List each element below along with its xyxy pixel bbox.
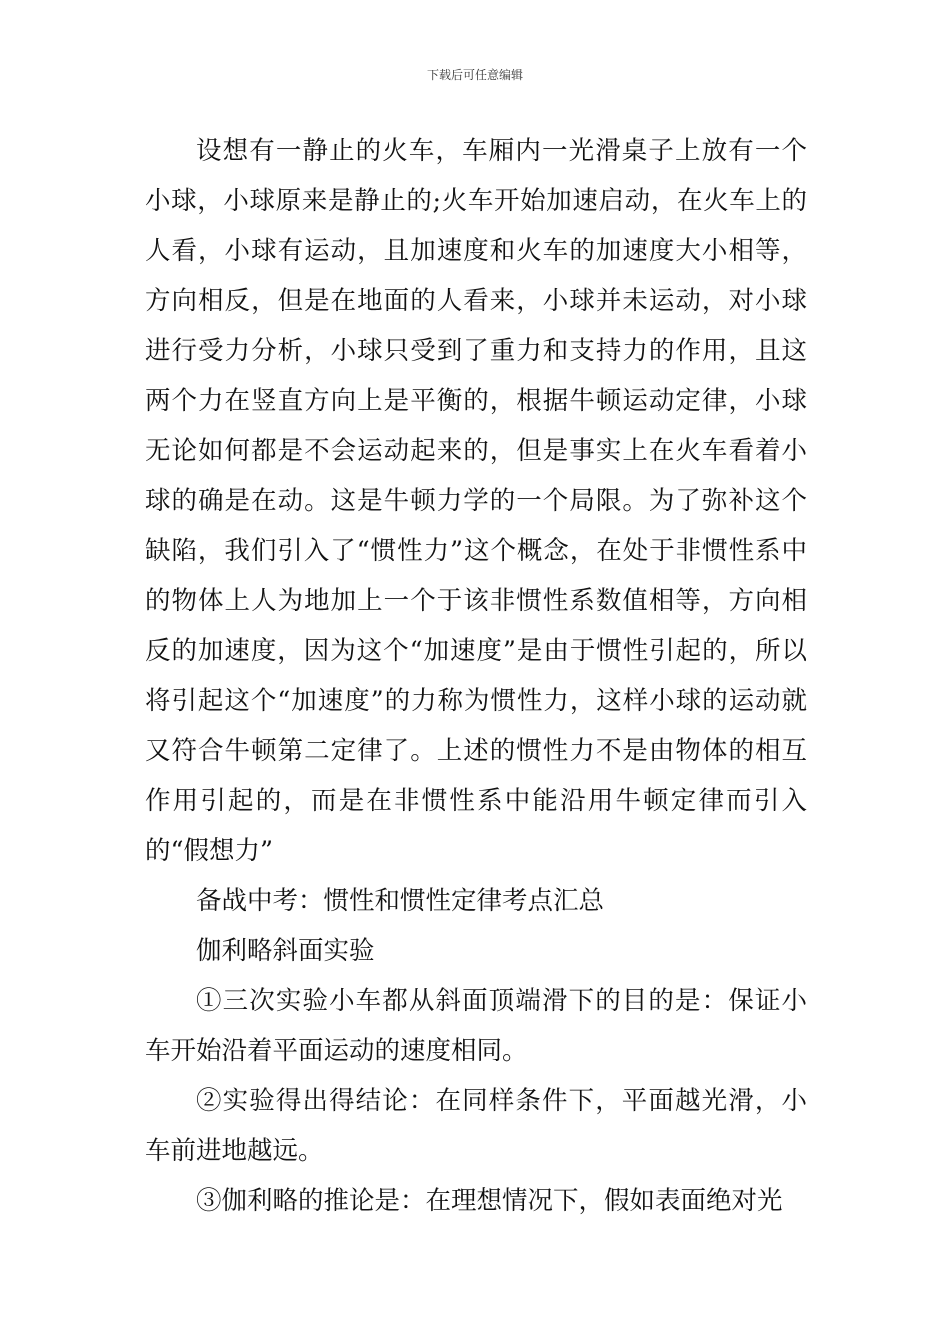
paragraph-point-1: ①三次实验小车都从斜面顶端滑下的目的是：保证小车开始沿着平面运动的速度相同。 [145,986,807,1066]
document-body [145,126,807,1226]
paragraph-point-3: ③伽利略的推论是：在理想情况下，假如表面绝对光 [196,1186,783,1216]
paragraph-section-heading: 备战中考：惯性和惯性定律考点汇总 [196,886,605,916]
paragraph-experiment-title: 伽利略斜面实验 [196,936,375,966]
paragraph-inertial-force: 设想有一静止的火车，车厢内一光滑桌子上放有一个小球，小球原来是静止的;火车开始加速启动，在火车上的人看，小球有运动，且加速度和火车的加速度大小相等，方向相反，但是在地面的人看来，小球并未运动，对小球进行受力分析，小球只受到了重力和支持力的作用，且这两个力在竖直方向上是平衡的，根据牛顿运动定律，小球无论如何都是不会运动起来的，但是事实上在火车看着小球的确是在动。这是牛顿力学的一个局限。为了弥补这个缺陷，我们引入了“惯性力”这个概念，在处于非惯性系中的物体上人为地加上一个于该非惯性系数值相等，方向相反的加速度，因为这个“加速度”是由于惯性引起的，所以将引起这个“加速度”的力称为惯性力，这样小球的运动就又符合牛顿第二定律了。上述的惯性力不是由物体的相互作用引起的，而是在非惯性系中能沿用牛顿定律而引入的“假想力” [145,136,807,866]
page-header: 下载后可任意编辑 [426,68,523,82]
paragraph-point-2: ②实验得出得结论：在同样条件下，平面越光滑，小车前进地越远。 [145,1086,807,1166]
